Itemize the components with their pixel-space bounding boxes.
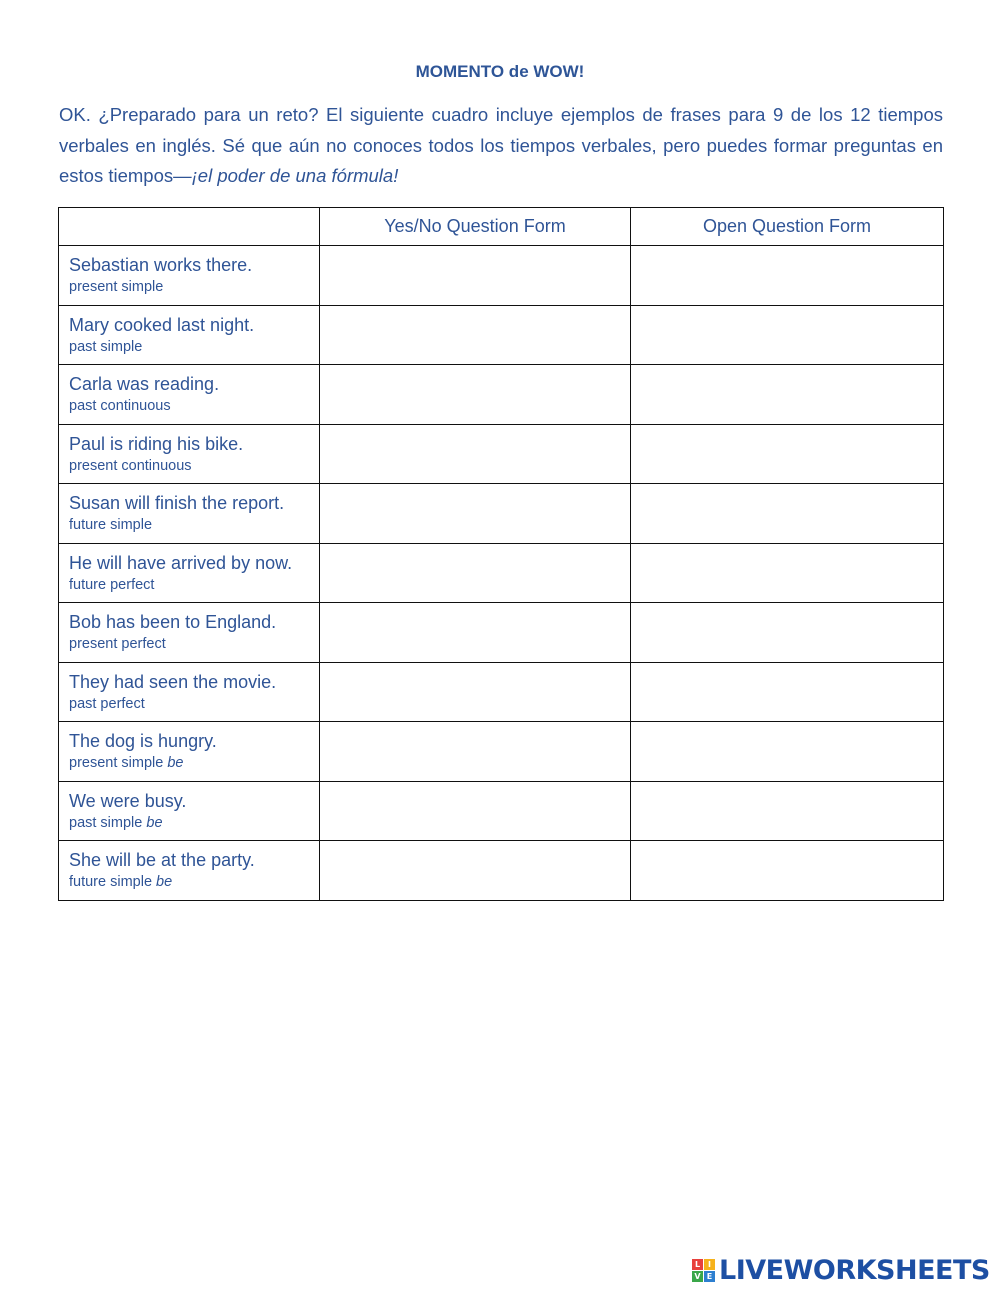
intro-emphasis: ¡el poder de una fórmula! (191, 165, 399, 186)
table-row (59, 662, 944, 722)
liveworksheets-logo (692, 1255, 990, 1285)
yes-no-answer-cell[interactable] (320, 603, 631, 663)
tense-label (59, 514, 319, 534)
open-answer-input[interactable] (631, 603, 943, 661)
table-row (59, 424, 944, 484)
header-open-question: Open Question Form (631, 208, 944, 246)
table-row (59, 603, 944, 663)
tense-label (59, 812, 319, 832)
open-answer-cell[interactable] (631, 484, 944, 544)
yes-no-answer-input[interactable] (320, 663, 630, 721)
logo-block: I (704, 1259, 715, 1270)
example-sentence: Paul is riding his bike. (69, 433, 244, 454)
yes-no-answer-cell[interactable] (320, 722, 631, 782)
example-sentence: Sebastian works there. (69, 255, 253, 275)
table-row (59, 484, 944, 544)
logo-icon (692, 1259, 715, 1282)
question-forms-table (58, 207, 944, 901)
open-answer-cell[interactable] (631, 781, 944, 841)
table-row (59, 305, 944, 365)
tense-name: past continuous (69, 398, 171, 414)
open-answer-cell[interactable] (631, 246, 944, 306)
example-sentence: Bob has been to England. (69, 612, 277, 632)
sentence-cell (59, 305, 320, 365)
open-answer-input[interactable] (631, 544, 943, 602)
tense-label (59, 871, 319, 891)
yes-no-answer-input[interactable] (320, 841, 630, 899)
tense-name: present simple (69, 279, 164, 295)
example-sentence: Mary cooked last night. (69, 314, 255, 335)
open-answer-cell[interactable] (631, 662, 944, 722)
open-answer-cell[interactable] (631, 722, 944, 782)
open-answer-input[interactable] (631, 841, 943, 899)
open-answer-cell[interactable] (631, 424, 944, 484)
tense-name: present simple (69, 755, 168, 771)
open-answer-input[interactable] (631, 246, 943, 304)
example-sentence: We were busy. (69, 790, 187, 811)
tense-be: be (167, 755, 184, 771)
tense-name: past simple (69, 338, 143, 355)
sentence-cell (59, 424, 320, 484)
open-answer-input[interactable] (631, 365, 943, 423)
yes-no-answer-input[interactable] (320, 544, 630, 602)
open-answer-input[interactable] (631, 425, 943, 483)
example-sentence: Carla was reading. (69, 374, 220, 394)
open-answer-cell[interactable] (631, 603, 944, 663)
sentence-cell (59, 484, 320, 544)
tense-label (59, 395, 319, 415)
yes-no-answer-input[interactable] (320, 603, 630, 661)
open-answer-input[interactable] (631, 484, 943, 542)
sentence-cell (59, 603, 320, 663)
tense-label (59, 752, 319, 772)
tense-label (59, 693, 319, 713)
open-answer-cell[interactable] (631, 543, 944, 603)
example-sentence: The dog is hungry. (69, 731, 217, 751)
worksheet-title: MOMENTO de WOW! (415, 62, 585, 81)
table-row (59, 543, 944, 603)
yes-no-answer-cell[interactable] (320, 543, 631, 603)
sentence-cell (59, 543, 320, 603)
example-sentence: They had seen the movie. (69, 671, 277, 692)
intro-paragraph (59, 100, 943, 192)
tense-name: past simple (69, 814, 147, 831)
tense-name: past perfect (69, 695, 145, 712)
tense-label (59, 455, 319, 475)
tense-be: be (156, 874, 173, 890)
sentence-cell (59, 246, 320, 306)
table-row (59, 722, 944, 782)
open-answer-cell[interactable] (631, 365, 944, 425)
tense-name: future simple (69, 874, 157, 890)
tense-be: be (146, 814, 163, 831)
yes-no-answer-cell[interactable] (320, 246, 631, 306)
table-row (59, 365, 944, 425)
sentence-cell (59, 722, 320, 782)
open-answer-cell[interactable] (631, 305, 944, 365)
sentence-cell (59, 841, 320, 901)
open-answer-input[interactable] (631, 306, 943, 364)
tense-name: present continuous (69, 457, 192, 474)
table-row (59, 781, 944, 841)
yes-no-answer-input[interactable] (320, 722, 630, 780)
yes-no-answer-cell[interactable] (320, 781, 631, 841)
yes-no-answer-cell[interactable] (320, 365, 631, 425)
sentence-cell (59, 662, 320, 722)
yes-no-answer-cell[interactable] (320, 841, 631, 901)
open-answer-input[interactable] (631, 782, 943, 840)
yes-no-answer-cell[interactable] (320, 424, 631, 484)
yes-no-answer-input[interactable] (320, 246, 630, 304)
yes-no-answer-input[interactable] (320, 306, 630, 364)
open-answer-cell[interactable] (631, 841, 944, 901)
table-row (59, 246, 944, 306)
yes-no-answer-input[interactable] (320, 484, 630, 542)
example-sentence: He will have arrived by now. (69, 552, 293, 573)
tense-name: future perfect (69, 576, 155, 593)
tense-label (59, 276, 319, 296)
open-answer-input[interactable] (631, 722, 943, 780)
logo-block: L (692, 1259, 703, 1270)
header-yes-no-question: Yes/No Question Form (320, 208, 631, 246)
tense-label (59, 633, 319, 653)
yes-no-answer-cell[interactable] (320, 662, 631, 722)
yes-no-answer-input[interactable] (320, 782, 630, 840)
header-sentence (59, 208, 320, 246)
table-header-row (59, 208, 944, 246)
intro-text: OK. ¿Preparado para un reto? El siguiente cuadro incluye ejemplos de frases para 9 de los 12 tiempos verbales en inglés. Sé que aún no conoces todos los tiempos verbales, pero puedes formar preguntas en estos tiempos— (59, 104, 943, 186)
sentence-cell (59, 781, 320, 841)
open-answer-input[interactable] (631, 663, 943, 721)
logo-block: V (692, 1271, 703, 1282)
logo-text: LIVEWORKSHEETS (719, 1254, 990, 1286)
sentence-cell (59, 365, 320, 425)
yes-no-answer-input[interactable] (320, 425, 630, 483)
example-sentence: She will be at the party. (69, 850, 255, 870)
tense-label (59, 336, 319, 356)
tense-label (59, 574, 319, 594)
tense-name: present perfect (69, 636, 166, 652)
yes-no-answer-cell[interactable] (320, 305, 631, 365)
table-row (59, 841, 944, 901)
logo-block: E (704, 1271, 715, 1282)
example-sentence: Susan will finish the report. (69, 493, 285, 513)
tense-name: future simple (69, 517, 153, 533)
yes-no-answer-cell[interactable] (320, 484, 631, 544)
yes-no-answer-input[interactable] (320, 365, 630, 423)
